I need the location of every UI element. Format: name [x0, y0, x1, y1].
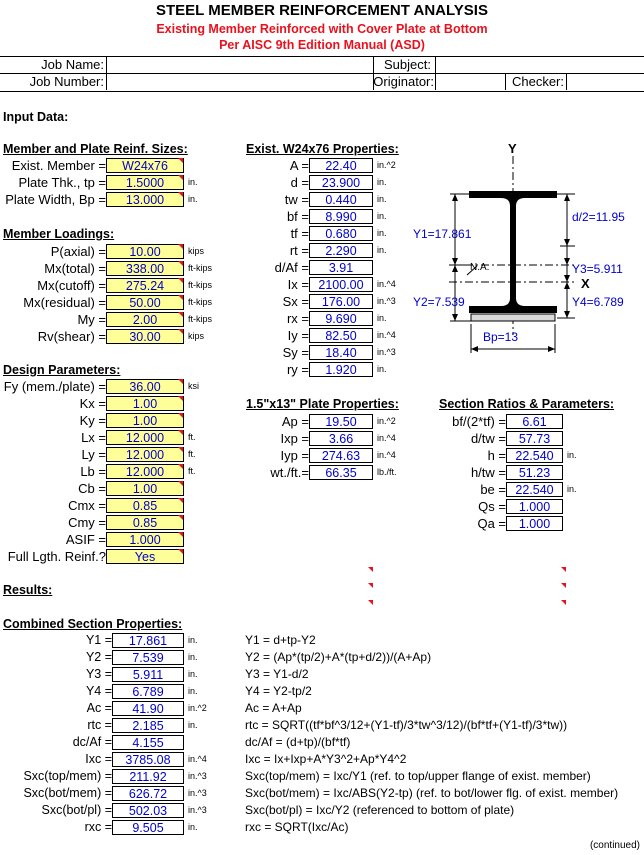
value-cell: 211.92 [112, 769, 184, 784]
field-label: Ac = [86, 701, 112, 715]
field-label: Mx(cutoff) = [37, 278, 106, 293]
input-cell[interactable]: 30.00 [106, 329, 184, 344]
value-cell: 9.690 [309, 311, 373, 326]
comment-marker [178, 498, 183, 503]
value-cell: 17.861 [112, 633, 184, 648]
plate-props-heading: 1.5"x13" Plate Properties: [246, 397, 399, 411]
field-label: Y3 = [85, 667, 112, 681]
field-label: bf = [286, 209, 309, 224]
value-cell: 22.40 [309, 158, 373, 173]
value-cell: 18.40 [309, 345, 373, 360]
value-cell: 8.990 [309, 209, 373, 224]
value-cell: 274.63 [309, 448, 373, 463]
job-name-label: Job Name: [41, 57, 104, 72]
comment-marker [178, 515, 183, 520]
input-cell[interactable]: 1.5000 [106, 175, 184, 190]
page-title: STEEL MEMBER REINFORCEMENT ANALYSIS [156, 2, 488, 19]
design-heading: Design Parameters: [3, 363, 121, 377]
formula-text: Sxc(bot/pl) = Ixc/Y2 (referenced to bottom of plate) [245, 803, 515, 817]
input-data-heading: Input Data: [3, 110, 69, 124]
field-label: d = [290, 175, 309, 190]
field-label: Sxc(bot/mem) = [23, 786, 112, 800]
combined-heading: Combined Section Properties: [3, 617, 183, 631]
unit-label: in.^3 [188, 805, 207, 815]
field-label: Ky = [79, 413, 106, 428]
field-label: tf = [290, 226, 309, 241]
field-label: Iyp = [280, 448, 309, 463]
unit-label: lb./ft. [377, 467, 397, 477]
field-label: Sx = [282, 294, 309, 309]
unit-label: ft-kips [188, 263, 213, 273]
checker-field[interactable] [567, 74, 642, 89]
unit-label: in. [567, 450, 577, 460]
field-label: rxc = [84, 820, 112, 834]
comment-marker [368, 600, 373, 605]
input-cell[interactable]: 13.000 [106, 192, 184, 207]
field-label: Y2 = [85, 650, 112, 664]
input-cell[interactable]: 12.000 [106, 464, 184, 479]
unit-label: in.^4 [188, 754, 207, 764]
field-label: h/tw = [470, 465, 506, 480]
field-label: d/Af = [274, 260, 309, 275]
field-label: Ap = [281, 414, 309, 429]
unit-label: in.^4 [377, 279, 396, 289]
comment-marker [178, 312, 183, 317]
comment-marker [178, 192, 183, 197]
value-cell: 22.540 [506, 448, 563, 463]
field-label: Sxc(top/mem) = [23, 769, 112, 783]
formula-text: Sxc(bot/mem) = Ixc/ABS(Y2-tp) (ref. to bot/lower flg. of exist. member) [245, 786, 619, 800]
top-flange [469, 191, 557, 198]
value-cell: 1.000 [506, 516, 563, 531]
formula-text: Sxc(top/mem) = Ixc/Y1 (ref. to top/upper flange of exist. member) [245, 769, 591, 783]
subject-field[interactable] [436, 57, 642, 72]
field-label: ASIF = [65, 532, 106, 547]
continued-note: (continued) [589, 840, 640, 851]
input-cell[interactable]: Yes [106, 549, 184, 564]
field-label: Exist. Member = [11, 158, 106, 173]
comment-marker [561, 600, 566, 605]
unit-label: in.^4 [377, 433, 396, 443]
formula-text: rtc = SQRT((tf*bf^3/12+(Y1-tf)/3*tw^3/12)/(bf*tf+(Y1-tf)/3*tw)) [245, 718, 568, 732]
unit-label: in. [377, 194, 387, 204]
comment-marker [178, 532, 183, 537]
field-label: Ixc = [85, 752, 112, 766]
value-cell: 2.185 [112, 718, 184, 733]
unit-label: in. [377, 364, 387, 374]
job-name-field[interactable] [107, 57, 372, 72]
field-label: Ix = [287, 277, 309, 292]
value-cell: 7.539 [112, 650, 184, 665]
unit-label: in. [377, 211, 387, 221]
comment-marker [368, 567, 373, 572]
diagram-bp: Bp=13 [483, 330, 519, 344]
field-label: Lb = [80, 464, 106, 479]
field-label: Plate Thk., tp = [18, 175, 106, 190]
formula-text: Y1 = d+tp-Y2 [245, 633, 316, 647]
comment-marker [178, 413, 183, 418]
unit-label: in.^3 [377, 296, 396, 306]
formula-text: Y4 = Y2-tp/2 [245, 684, 312, 698]
field-label: Qs = [478, 499, 506, 514]
field-label: Y4 = [85, 684, 112, 698]
input-cell[interactable]: W24x76 [106, 158, 184, 173]
comment-marker [178, 396, 183, 401]
field-label: rtc = [87, 718, 112, 732]
unit-label: kips [188, 331, 205, 341]
unit-label: in. [377, 228, 387, 238]
field-label: Iy = [287, 328, 309, 343]
results-heading: Results: [3, 583, 53, 597]
input-cell[interactable]: 1.000 [106, 532, 184, 547]
input-cell[interactable]: 12.000 [106, 447, 184, 462]
unit-label: ksi [188, 381, 199, 391]
comment-marker [178, 464, 183, 469]
comment-marker [178, 481, 183, 486]
field-label: Cmy = [68, 515, 106, 530]
field-label: Plate Width, Bp = [5, 192, 106, 207]
unit-label: in. [188, 194, 198, 204]
unit-label: in. [377, 177, 387, 187]
field-label: Sxc(bot/pl) = [41, 803, 112, 817]
value-cell: 1.000 [506, 499, 563, 514]
comment-marker [178, 549, 183, 554]
value-cell: 6.61 [506, 414, 563, 429]
field-label: A = [289, 158, 309, 173]
comment-marker [178, 329, 183, 334]
field-label: Mx(total) = [44, 261, 106, 276]
unit-label: ft. [188, 466, 196, 476]
comment-marker [178, 158, 183, 163]
unit-label: in. [188, 669, 198, 679]
value-cell: 3.66 [309, 431, 373, 446]
input-cell[interactable]: 12.000 [106, 430, 184, 445]
input-cell[interactable]: 50.00 [106, 295, 184, 310]
unit-label: in.^2 [377, 160, 396, 170]
input-cell[interactable]: 2.00 [106, 312, 184, 327]
value-cell: 41.90 [112, 701, 184, 716]
input-cell[interactable]: 36.00 [106, 379, 184, 394]
diagram-y1: Y1=17.861 [413, 227, 472, 241]
value-cell: 0.440 [309, 192, 373, 207]
section-diagram [405, 140, 644, 360]
input-cell[interactable]: 10.00 [106, 244, 184, 259]
field-label: h = [487, 448, 506, 463]
field-label: rt = [289, 243, 309, 258]
field-label: be = [480, 482, 506, 497]
unit-label: kips [188, 246, 205, 256]
checker-label: Checker: [511, 74, 564, 89]
unit-label: in.^4 [377, 450, 396, 460]
field-label: Fy (mem./plate) = [3, 379, 106, 394]
formula-text: Y2 = (Ap*(tp/2)+A*(tp+d/2))/(A+Ap) [245, 650, 432, 664]
formula-text: rxc = SQRT(Ixc/Ac) [245, 820, 349, 834]
bottom-flange [469, 306, 557, 313]
value-cell: 626.72 [112, 786, 184, 801]
input-cell[interactable]: 1.00 [106, 481, 184, 496]
value-cell: 2.290 [309, 243, 373, 258]
unit-label: in.^2 [188, 703, 207, 713]
diagram-y2: Y2=7.539 [413, 295, 465, 309]
field-label: My = [77, 312, 106, 327]
loadings-heading: Member Loadings: [3, 227, 115, 241]
input-cell[interactable]: 0.85 [106, 515, 184, 530]
field-label: Full Lgth. Reinf.? [7, 549, 106, 564]
unit-label: in. [188, 822, 198, 832]
unit-label: in. [188, 686, 198, 696]
unit-label: in. [377, 313, 387, 323]
comment-marker [178, 430, 183, 435]
unit-label: ft. [188, 449, 196, 459]
value-cell: 57.73 [506, 431, 563, 446]
field-label: Cb = [78, 481, 106, 496]
value-cell: 82.50 [309, 328, 373, 343]
unit-label: in. [188, 177, 198, 187]
value-cell: 4.155 [112, 735, 184, 750]
unit-label: in. [188, 652, 198, 662]
unit-label: in.^2 [377, 416, 396, 426]
comment-marker [561, 583, 566, 588]
job-number-label: Job Number: [29, 74, 104, 89]
unit-label: in. [188, 635, 198, 645]
input-cell[interactable]: 1.00 [106, 396, 184, 411]
comment-marker [561, 567, 566, 572]
originator-field[interactable] [436, 74, 504, 89]
formula-text: Ac = A+Ap [245, 701, 302, 715]
value-cell: 19.50 [309, 414, 373, 429]
unit-label: ft-kips [188, 297, 213, 307]
unit-label: ft. [188, 432, 196, 442]
formula-text: dc/Af = (d+tp)/(bf*tf) [245, 735, 351, 749]
field-label: Ly = [81, 447, 106, 462]
field-label: d/tw = [470, 431, 506, 446]
header-vline [505, 73, 506, 90]
field-label: Qa = [477, 516, 506, 531]
unit-label: in.^3 [377, 347, 396, 357]
field-label: bf/(2*tf) = [452, 414, 506, 429]
field-label: tw = [284, 192, 309, 207]
cover-plate [471, 314, 555, 321]
value-cell: 6.789 [112, 684, 184, 699]
originator-label: Originator: [373, 74, 434, 89]
field-label: Ixp = [280, 431, 309, 446]
job-number-field[interactable] [107, 74, 372, 89]
comment-marker [178, 447, 183, 452]
value-cell: 502.03 [112, 803, 184, 818]
value-cell: 0.680 [309, 226, 373, 241]
subtitle-1: Existing Member Reinforced with Cover Plate at Bottom [156, 22, 488, 36]
ratios-heading: Section Ratios & Parameters: [439, 397, 615, 411]
sizes-heading: Member and Plate Reinf. Sizes: [3, 142, 188, 156]
subject-label: Subject: [384, 57, 431, 72]
diagram-y4: Y4=6.789 [572, 295, 624, 309]
value-cell: 66.35 [309, 465, 373, 480]
exist-props-heading: Exist. W24x76 Properties: [246, 142, 399, 156]
input-cell[interactable]: 275.24 [106, 278, 184, 293]
value-cell: 2100.00 [309, 277, 373, 292]
diagram-na: N.A. [470, 262, 490, 273]
formula-text: Ixc = Ix+Ixp+A*Y3^2+Ap*Y4^2 [245, 752, 407, 766]
comment-marker [178, 244, 183, 249]
value-cell: 1.920 [309, 362, 373, 377]
unit-label: in. [377, 245, 387, 255]
diagram-x-label: X [581, 276, 590, 291]
value-cell: 5.911 [112, 667, 184, 682]
field-label: ry = [286, 362, 309, 377]
input-cell[interactable]: 0.85 [106, 498, 184, 513]
unit-label: in.^4 [377, 330, 396, 340]
unit-label: in.^3 [188, 788, 207, 798]
subtitle-2: Per AISC 9th Edition Manual (ASD) [219, 38, 425, 52]
unit-label: in. [567, 484, 577, 494]
field-label: Y1 = [85, 633, 112, 647]
diagram-y3: Y3=5.911 [572, 262, 623, 276]
field-label: Lx = [81, 430, 106, 445]
unit-label: in. [188, 720, 198, 730]
input-cell[interactable]: 338.00 [106, 261, 184, 276]
value-cell: 22.540 [506, 482, 563, 497]
comment-marker [178, 175, 183, 180]
value-cell: 3.91 [309, 260, 373, 275]
field-label: P(axial) = [50, 244, 106, 259]
value-cell: 23.900 [309, 175, 373, 190]
field-label: Kx = [79, 396, 106, 411]
value-cell: 51.23 [506, 465, 563, 480]
unit-label: ft-kips [188, 314, 213, 324]
field-label: Rv(shear) = [37, 329, 106, 344]
formula-text: Y3 = Y1-d/2 [245, 667, 309, 681]
field-label: wt./ft.= [270, 465, 309, 480]
comment-marker [368, 583, 373, 588]
diagram-d2: d/2=11.95 [572, 210, 625, 224]
comment-marker [178, 278, 183, 283]
diagram-y-label: Y [508, 141, 517, 156]
unit-label: in.^3 [188, 771, 207, 781]
value-cell: 176.00 [309, 294, 373, 309]
unit-label: ft-kips [188, 280, 213, 290]
field-label: rx = [286, 311, 309, 326]
input-cell[interactable]: 1.00 [106, 413, 184, 428]
value-cell: 9.505 [112, 820, 184, 835]
value-cell: 3785.08 [112, 752, 184, 767]
comment-marker [178, 295, 183, 300]
field-label: Cmx = [68, 498, 106, 513]
comment-marker [178, 379, 183, 384]
field-label: dc/Af = [72, 735, 112, 749]
web [510, 198, 516, 306]
field-label: Sy = [282, 345, 309, 360]
comment-marker [178, 261, 183, 266]
field-label: Mx(residual) = [23, 295, 106, 310]
